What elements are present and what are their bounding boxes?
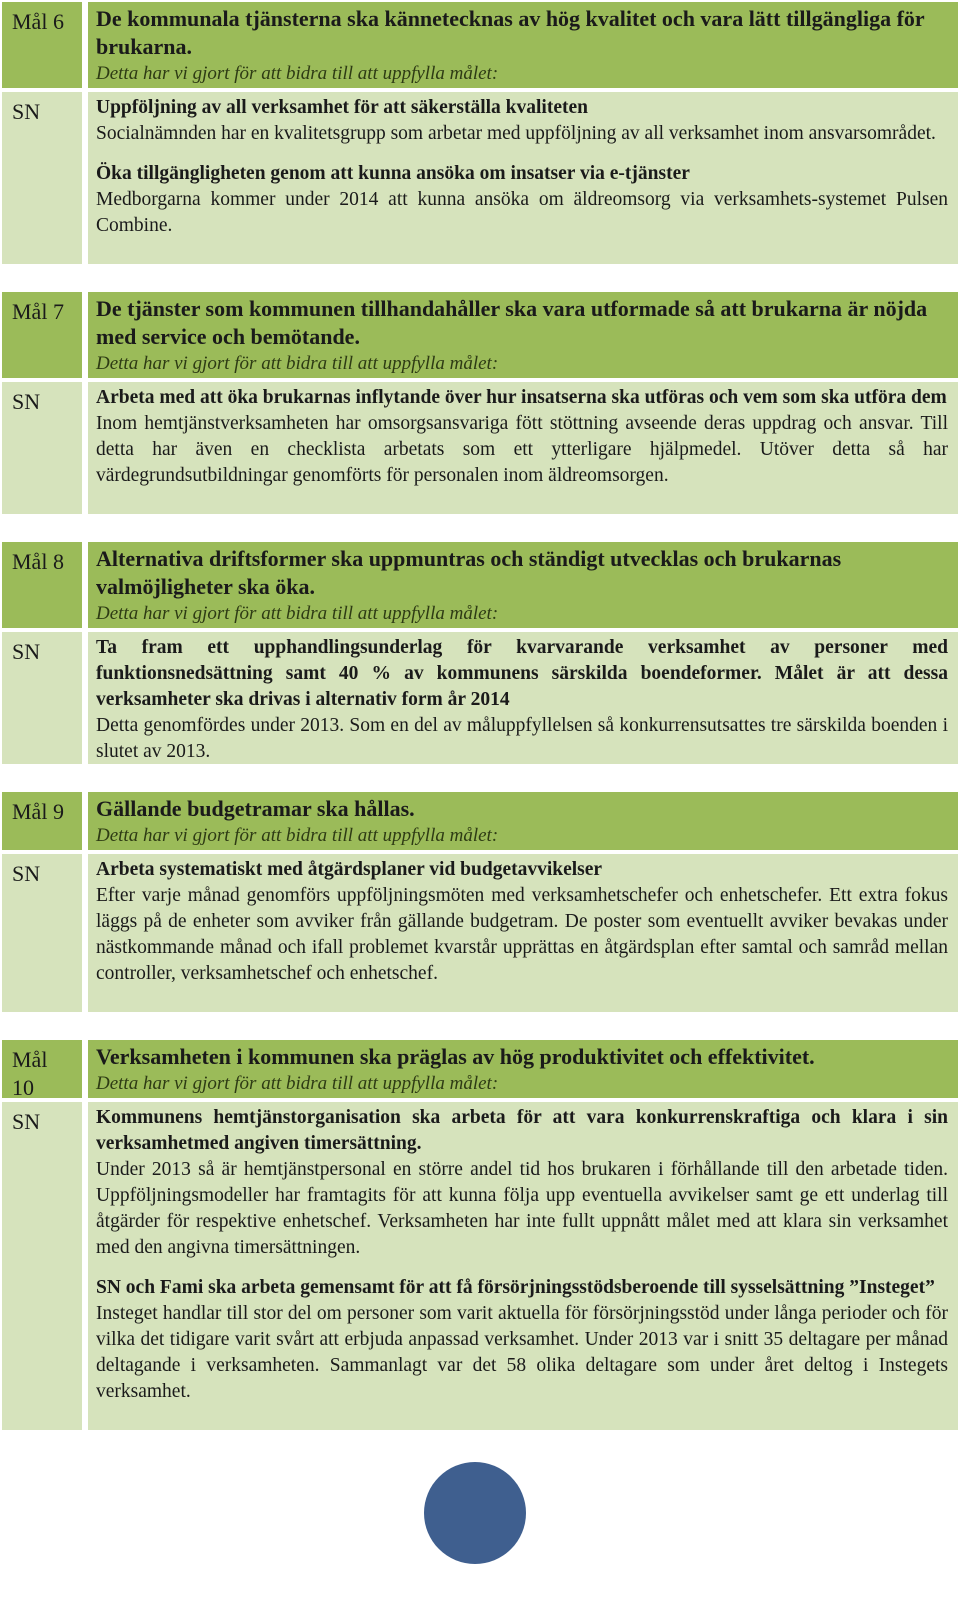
goal-7-item-1-text: Inom hemtjänstverksamheten har omsorgsansvariga fött stöttning avseende deras uppdrag och ansvar. Till detta har även en checklista arbetats som ett ytterligare hjälpmedel. Utöver detta så har värdegrundsutbildningar genomförts för personalen inom äldreomsorgen. (96, 413, 948, 486)
goal-7-title: De tjänster som kommunen tillhandahåller ska vara utformade så att brukarna är nöjda med service och bemötande. (96, 296, 928, 349)
goal-9-header (88, 792, 958, 850)
goal-7-body (88, 382, 958, 514)
goal-10-header (88, 1040, 958, 1098)
goal-10-item-1-title: Kommunens hemtjänstorganisation ska arbeta för att vara konkurrenskraftiga och klara i sin verksamhetmed angiven timersättning. (96, 1107, 948, 1154)
goal-10-intro: Detta har vi gjort för att bidra till att uppfylla målet: (96, 1073, 499, 1094)
goal-6-intro: Detta har vi gjort för att bidra till att uppfylla målet: (96, 63, 499, 84)
goal-7-intro: Detta har vi gjort för att bidra till att uppfylla målet: (96, 353, 499, 374)
goal-9-item-1-text: Efter varje månad genomförs uppföljningsmöten med verksamhetschefer och enhetschefer. Ett extra fokus läggs på de enheter som avviker från gällande budgetram. De poster som eventuellt avviker bevakas under nästkommande månad och ifall problemet kvarstår upprättas en åtgärdsplan efter samtal och samråd mellan controller, verksamhetschef och enhetschef. (96, 885, 948, 984)
goal-8-label: Mål 8 (2, 542, 82, 628)
goal-7-header (88, 292, 958, 378)
goal-7-item-1-title: Arbeta med att öka brukarnas inflytande över hur insatserna ska utföras och vem som ska utföra dem (96, 387, 947, 408)
goal-8-intro: Detta har vi gjort för att bidra till att uppfylla målet: (96, 603, 499, 624)
goal-9-title: Gällande budgetramar ska hållas. (96, 796, 415, 821)
goal-9-label: Mål 9 (2, 792, 82, 850)
goal-6-item-2-text: Medborgarna kommer under 2014 att kunna ansöka om äldreomsorg via verksamhets-systemet Pulsen Combine. (96, 189, 948, 236)
goal-10-item-2-title: SN och Fami ska arbeta gemensamt för att få försörjningsstödsberoende till sysselsättning ”Insteget” (96, 1277, 935, 1298)
goal-9-body (88, 854, 958, 1012)
goal-10-item-1-text: Under 2013 så är hemtjänstpersonal en större andel tid hos brukaren i förhållande till den arbetade tiden. Uppföljningsmodeller har framtagits för att kunna följa upp eventuella avvikelser samt ge ett underlag till åtgärder för respektive enhetschef. Verksamheten har inte fullt uppnått målet med att klara sin verksamhet med den angivna timersättningen. (96, 1159, 948, 1258)
goal-6-item-1-text: Socialnämnden har en kvalitetsgrupp som arbetar med uppföljning av all verksamhet inom ansvarsområdet. (96, 123, 936, 144)
goal-10-title: Verksamheten i kommunen ska präglas av hög produktivitet och effektivitet. (96, 1044, 815, 1069)
goal-6-unit: SN (2, 92, 82, 264)
goal-7-label: Mål 7 (2, 292, 82, 378)
goal-8-header (88, 542, 958, 628)
goal-9-intro: Detta har vi gjort för att bidra till att uppfylla målet: (96, 825, 499, 846)
goal-8-unit: SN (2, 632, 82, 764)
goal-8-item-1-title: Ta fram ett upphandlingsunderlag för kvarvarande verksamhet av personer med funktionsnedsättning samt 40 % av kommunens särskilda boendeformer. Målet är att dessa verksamheter ska drivas i alternativ form år 2014 (96, 637, 948, 710)
goal-10-label: Mål 10 (2, 1040, 82, 1098)
goal-6-label: Mål 6 (2, 2, 82, 88)
goal-8-item-1-text: Detta genomfördes under 2013. Som en del av måluppfyllelsen så konkurrensutsattes tre särskilda boenden i slutet av 2013. (96, 715, 948, 762)
goal-10-item-2-text: Insteget handlar till stor del om personer som varit aktuella för försörjningsstöd under långa perioder och för vilka det tidigare varit svårt att erbjuda anpassad verksamhet. Under 2013 var i snitt 35 deltagare per månad deltagande i verksamheten. Sammanlagt var det 58 olika deltagare som under året deltog i Instegets verksamhet. (96, 1303, 948, 1402)
goal-6-body (88, 92, 958, 264)
goal-6-header (88, 2, 958, 88)
goal-9-item-1-title: Arbeta systematiskt med åtgärdsplaner vid budgetavvikelser (96, 859, 603, 880)
goal-8-title: Alternativa driftsformer ska uppmuntras och ständigt utvecklas och brukarnas valmöjligheter ska öka. (96, 546, 842, 599)
goal-10-unit: SN (2, 1102, 82, 1430)
goal-6-item-1-title: Uppföljning av all verksamhet för att säkerställa kvaliteten (96, 97, 588, 118)
goal-10-body (88, 1102, 958, 1430)
goal-8-body (88, 632, 958, 764)
goal-7-unit: SN (2, 382, 82, 514)
page-marker-circle (424, 1462, 526, 1564)
goal-6-item-2-title: Öka tillgängligheten genom att kunna ansöka om insatser via e-tjänster (96, 163, 690, 184)
goal-6-title: De kommunala tjänsterna ska kännetecknas av hög kvalitet och vara lätt tillgängliga för brukarna. (96, 6, 925, 59)
goal-9-unit: SN (2, 854, 82, 1012)
